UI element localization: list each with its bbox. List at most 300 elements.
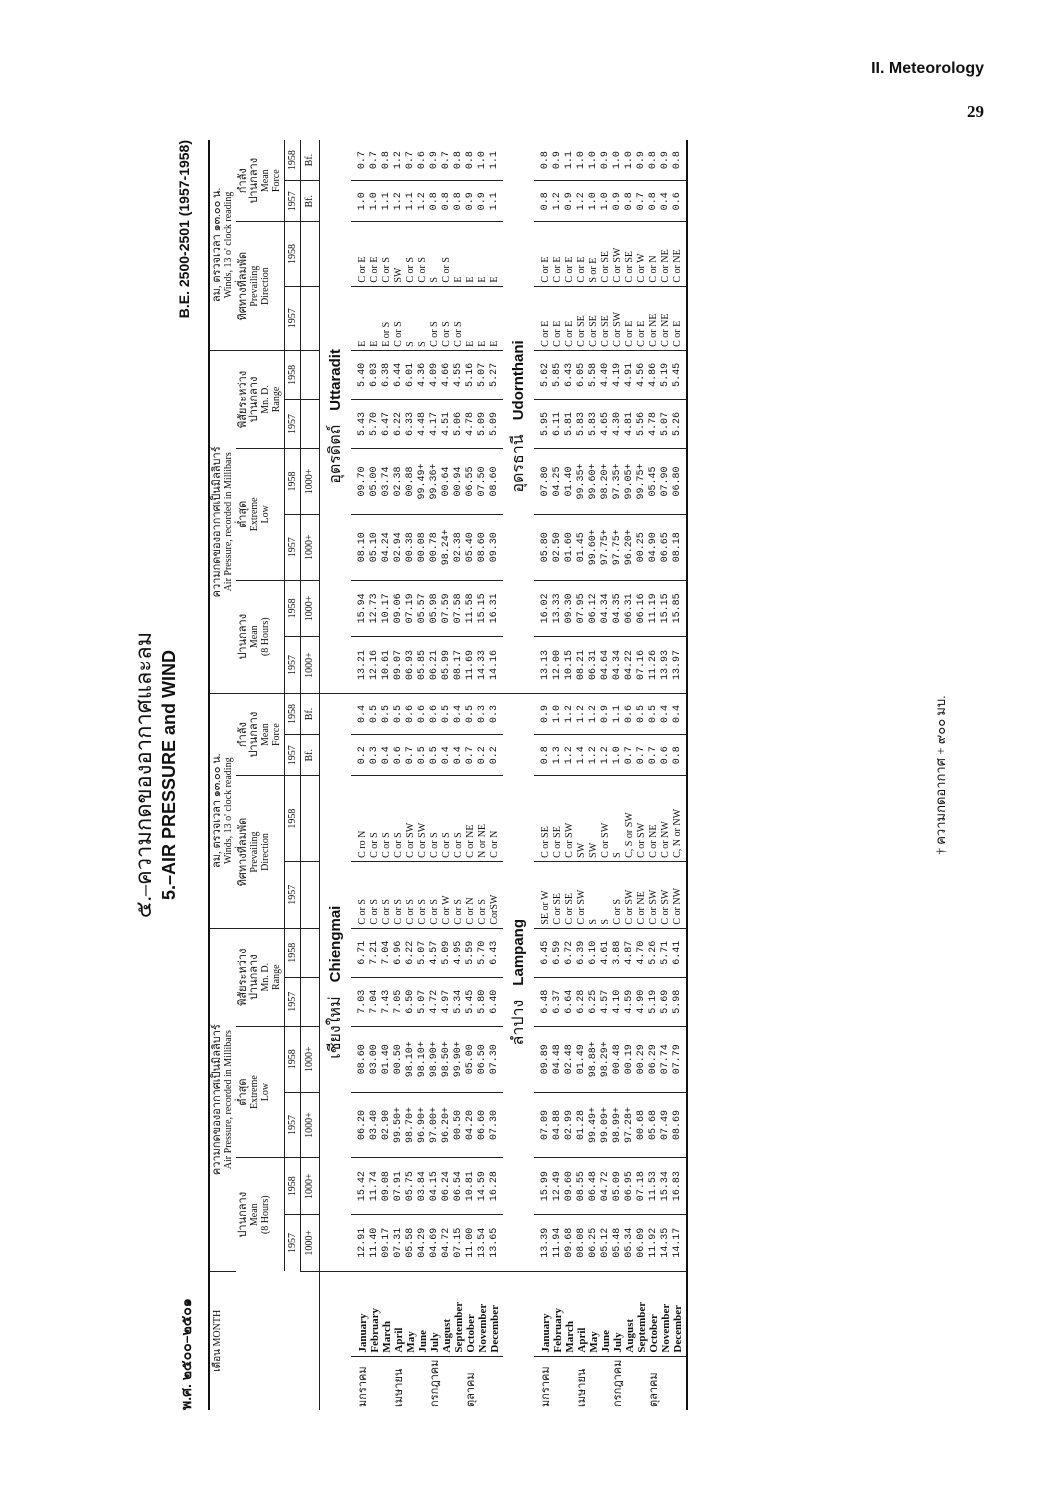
table-cell: C or E	[540, 320, 551, 347]
station-name-thai: ลำปาง	[510, 999, 527, 1046]
table-cell: 5.34	[453, 989, 464, 1014]
table-cell: C or S	[357, 899, 368, 925]
table-cell: 04.29	[417, 1227, 428, 1258]
column-low57	[534, 1092, 687, 1158]
table-cell: C or SE	[600, 315, 611, 347]
table-cell: 02.48	[564, 1044, 575, 1075]
table-cell: 0.4	[660, 192, 671, 211]
table-cell: 5.83	[576, 412, 587, 437]
table-cell: C or SE	[540, 826, 551, 858]
table-cell: 5.62	[540, 362, 551, 387]
table-cell: 16.28	[489, 1171, 500, 1202]
unit-bf: Bf.	[301, 140, 320, 181]
table-cell: 16.83	[672, 1171, 683, 1202]
table-cell: 0.8	[453, 192, 464, 211]
table-cell: E	[489, 276, 500, 283]
season-label	[405, 1360, 417, 1407]
table-cell: 02.50	[552, 532, 563, 563]
table-cell: 97.28+	[624, 1106, 635, 1143]
season-label	[417, 1360, 429, 1407]
title-english: 5.–AIR PRESSURE and WIND	[159, 649, 179, 901]
table-cell: 03.40	[369, 1109, 380, 1140]
table-cell: 6.50	[405, 989, 416, 1014]
table-cell: 4.61	[600, 940, 611, 965]
table-cell: C or NE	[465, 824, 476, 858]
table-cell: 04.90	[648, 532, 659, 563]
unit-blank	[301, 776, 320, 861]
table-cell: 5.09	[489, 412, 500, 437]
table-cell: 0.7	[636, 746, 647, 765]
table-cell: 99.60+	[588, 463, 599, 500]
table-cell: SW	[588, 842, 599, 858]
year-1957: 1957	[285, 286, 301, 350]
column-mean58	[534, 1158, 687, 1215]
table-cell: 00.68	[636, 1109, 647, 1140]
year-1957: 1957	[285, 514, 301, 580]
table-cell: 07.91	[393, 1171, 404, 1202]
table-cell: 11.26	[648, 650, 659, 681]
table-cell: 1.0	[369, 192, 380, 211]
table-cell: 13.93	[660, 650, 671, 681]
station-row-blank	[320, 1271, 352, 1410]
table-cell: 15.42	[357, 1171, 368, 1202]
table-cell: E	[477, 340, 488, 347]
month-label: December	[672, 1304, 684, 1353]
table-cell: 06.25	[588, 1227, 599, 1258]
table-cell: 05.99	[441, 650, 452, 681]
table-cell: C or E	[357, 256, 368, 283]
table-cell: 0.9	[600, 151, 611, 170]
table-cell: 0.5	[369, 704, 380, 723]
table-cell: 5.26	[648, 940, 659, 965]
table-cell: C or W	[636, 253, 647, 283]
table-cell: 0.9	[552, 151, 563, 170]
table-cell: 06.48	[588, 1171, 599, 1202]
column-dir57	[351, 286, 503, 350]
year-1957: 1957	[285, 1092, 301, 1158]
month-column	[351, 1271, 503, 1356]
table-cell: C or SE	[624, 250, 635, 283]
season-label	[453, 1360, 465, 1407]
table-cell: 05.09	[612, 1171, 623, 1202]
column-low57	[534, 514, 687, 580]
table-cell: C or NW	[672, 887, 683, 925]
table-cell: 10.81	[465, 1171, 476, 1202]
column-force58	[351, 140, 503, 181]
table-cell: 02.38	[393, 466, 404, 497]
season-label: มกราคม	[357, 1366, 369, 1407]
month-label: April	[393, 1327, 405, 1353]
table-cell: 7.21	[369, 940, 380, 965]
table-cell: 97.75+	[612, 529, 623, 566]
table-cell: 06.29	[648, 1044, 659, 1075]
column-range58	[351, 350, 503, 399]
table-cell: E	[453, 276, 464, 283]
table-cell: 04.22	[624, 650, 635, 681]
season-label: กรกฎาคม	[429, 1359, 441, 1407]
table-cell: 0.7	[405, 746, 416, 765]
table-cell: 1.2	[564, 704, 575, 723]
table-cell: 15.85	[672, 593, 683, 624]
table-cell: 96.20+	[441, 1106, 452, 1143]
table-cell: 98.10+	[417, 1041, 428, 1078]
table-cell: 4.19	[612, 362, 623, 387]
table-cell: S	[417, 341, 428, 347]
table-cell: C or SW	[405, 822, 416, 858]
table-cell: 07.90	[660, 466, 671, 497]
table-cell: SW	[576, 842, 587, 858]
table-cell: 13.97	[672, 650, 683, 681]
table-cell: 07.16	[636, 650, 647, 681]
table-cell: 5.07	[417, 989, 428, 1014]
table-cell: 6.59	[552, 940, 563, 965]
table-cell: 14.33	[477, 650, 488, 681]
table-cell: 05.34	[624, 1227, 635, 1258]
table-cell: 6.45	[540, 940, 551, 965]
table-cell: 98.90+	[429, 1041, 440, 1078]
table-cell: 00.19	[624, 1044, 635, 1075]
table-cell: 1.1	[564, 151, 575, 170]
station-row-blank	[503, 1271, 534, 1410]
month-header: เดือน MONTH	[212, 1309, 223, 1372]
season-label	[381, 1360, 393, 1407]
table-cell: 1.1	[612, 704, 623, 723]
month-label: January	[540, 1313, 552, 1353]
month-label: January	[357, 1313, 369, 1353]
table-cell: 00.88	[405, 466, 416, 497]
table-cell: 1.0	[624, 151, 635, 170]
column-dir58	[351, 222, 503, 286]
table-cell: 5.80	[477, 989, 488, 1014]
table-cell: 0.7	[441, 151, 452, 170]
table-cell: 5.40	[357, 362, 368, 387]
table-cell: 07.74	[660, 1044, 671, 1075]
table-cell: 4.95	[453, 940, 464, 965]
title-block	[130, 140, 208, 1410]
table-cell: 14.17	[672, 1227, 683, 1258]
table-cell: C or S	[381, 899, 392, 925]
year-1957: 1957	[285, 399, 301, 448]
table-cell: 0.9	[660, 151, 671, 170]
month-label: September	[636, 1301, 648, 1353]
low-header-2: ต่ำสุด Extreme Low	[236, 449, 285, 581]
unit-1000: 1000+	[301, 1214, 320, 1271]
table-cell: 5.95	[540, 412, 551, 437]
table-cell: 14.16	[489, 650, 500, 681]
table-cell: C or S	[477, 899, 488, 925]
table-cell: 5.69	[660, 989, 671, 1014]
table-cell: S	[600, 919, 611, 925]
table-cell: 00.78	[429, 532, 440, 563]
table-cell: 08.08	[576, 1227, 587, 1258]
season-label	[660, 1360, 672, 1407]
year-1957: 1957	[285, 637, 301, 694]
table-cell: C or E	[624, 320, 635, 347]
table-cell: 07.30	[489, 1109, 500, 1140]
column-mean58	[351, 1158, 503, 1215]
table-cell: 07.59	[441, 593, 452, 624]
table-cell: 07.50	[477, 466, 488, 497]
table-cell: C or S	[417, 899, 428, 925]
low-header-1: ต่ำสุด Extreme Low	[236, 1026, 285, 1158]
table-cell: 6.96	[393, 940, 404, 965]
table-cell: SW	[393, 267, 404, 283]
table-cell: 7.43	[381, 989, 392, 1014]
table-cell: 0.8	[672, 746, 683, 765]
table-cell: 06.31	[624, 593, 635, 624]
table-cell: 0.6	[624, 704, 635, 723]
station-data-row	[351, 140, 503, 1410]
table-cell: C or S	[441, 257, 452, 283]
column-force57	[534, 735, 687, 776]
table-cell: 0.4	[441, 746, 452, 765]
table-cell: 07.15	[453, 1227, 464, 1258]
table-cell: 05.40	[465, 532, 476, 563]
year-1958: 1958	[285, 140, 301, 181]
table-cell: 06.09	[636, 1227, 647, 1258]
table-cell: C or S	[429, 899, 440, 925]
station-name-row	[320, 140, 352, 1410]
table-cell: 5.07	[660, 412, 671, 437]
table-cell: C or E	[369, 256, 380, 283]
table-cell: 1.2	[588, 704, 599, 723]
table-cell: 1.4	[576, 746, 587, 765]
month-label: May	[588, 1331, 600, 1353]
table-cell: S	[612, 852, 623, 858]
column-mean57	[534, 637, 687, 694]
table-cell: 99.90+	[453, 1041, 464, 1078]
table-cell: 06.20	[357, 1109, 368, 1140]
table-cell: 06.93	[405, 650, 416, 681]
column-mean57	[351, 637, 503, 694]
table-cell: 0.9	[600, 704, 611, 723]
table-cell: 6.44	[393, 362, 404, 387]
table-cell: 3.88	[612, 940, 623, 965]
table-cell: 06.60	[477, 1109, 488, 1140]
page-number: 29	[967, 102, 984, 121]
month-label: June	[600, 1329, 612, 1353]
table-cell: 04.20	[465, 1109, 476, 1140]
table-cell: S	[588, 919, 599, 925]
table-cell: 0.6	[393, 746, 404, 765]
direction-header-2: ทิศทางที่ลมพัด Prevailing Direction	[236, 222, 285, 350]
table-cell: 5.45	[465, 989, 476, 1014]
table-cell: E or S	[381, 321, 392, 347]
column-low58	[351, 449, 503, 515]
table-cell: 0.3	[489, 704, 500, 723]
table-cell: 1.0	[357, 192, 368, 211]
table-cell: 0.8	[540, 151, 551, 170]
column-range57	[351, 399, 503, 448]
table-cell: 08.55	[576, 1171, 587, 1202]
table-cell: 08.60	[477, 532, 488, 563]
table-cell: 09.07	[393, 650, 404, 681]
table-cell: C or E	[564, 256, 575, 283]
table-cell: 06.55	[465, 466, 476, 497]
table-cell: 0.3	[369, 746, 380, 765]
column-range57	[351, 977, 503, 1026]
table-cell: 4.87	[624, 940, 635, 965]
table-cell: C or S	[381, 832, 392, 858]
table-cell: 06.54	[453, 1171, 464, 1202]
table-cell: 04.72	[441, 1227, 452, 1258]
month-label: December	[489, 1304, 501, 1353]
table-cell: C or S	[612, 899, 623, 925]
table-cell: 6.41	[672, 940, 683, 965]
station-name-english: Lampang	[510, 919, 527, 986]
month-label: October	[465, 1314, 477, 1353]
table-cell: SE or W	[540, 890, 551, 925]
season-column	[351, 1356, 503, 1410]
table-cell: 4.70	[636, 940, 647, 965]
direction-header-1: ทิศทางที่ลมพัด Prevailing Direction	[236, 776, 285, 928]
table-cell: 07.80	[540, 466, 551, 497]
station-data-row	[534, 140, 687, 1410]
table-cell: 0.5	[648, 704, 659, 723]
table-cell: 02.94	[393, 532, 404, 563]
table-cell: 0.9	[564, 192, 575, 211]
table-cell: C or SW	[612, 311, 623, 347]
table-cell: C or E	[564, 320, 575, 347]
table-cell: 1.2	[576, 192, 587, 211]
table-cell: 0.8	[648, 151, 659, 170]
table-cell: 05.10	[369, 532, 380, 563]
be-year-english: B.E. 2500-2501 (1957-1958)	[176, 140, 192, 319]
table-cell: 04.34	[600, 593, 611, 624]
table-cell: 5.27	[489, 362, 500, 387]
table-cell: 02.90	[381, 1109, 392, 1140]
table-cell: 07.09	[540, 1109, 551, 1140]
station-name-row	[503, 140, 534, 1410]
table-cell: 09.60	[564, 1171, 575, 1202]
month-column	[534, 1271, 687, 1356]
column-force57	[351, 181, 503, 222]
table-cell: 06.24	[441, 1171, 452, 1202]
unit-bf: Bf.	[301, 693, 320, 734]
table-cell: 0.6	[417, 151, 428, 170]
table-cell: 09.06	[393, 593, 404, 624]
table-cell: C or SE	[600, 250, 611, 283]
table-cell: 1.1	[405, 192, 416, 211]
table-cell: 99.09+	[600, 1106, 611, 1143]
mean-header-1: ปานกลาง Mean (8 Hours)	[237, 1191, 271, 1238]
year-1958: 1958	[285, 776, 301, 861]
table-cell: 98.50+	[441, 1041, 452, 1078]
pressure-group-header-1: ความกดของอากาศเป็นมิลลิบาร์ Air Pressure, recorded in Millibars	[209, 928, 236, 1271]
column-low58	[534, 449, 687, 515]
table-cell: 5.83	[588, 412, 599, 437]
year-1957: 1957	[285, 861, 301, 928]
month-label: February	[369, 1307, 381, 1353]
footnote: † ความกดอากาศ + ๙๐๐ มบ.	[933, 695, 948, 855]
table-cell: 0.7	[465, 746, 476, 765]
table-cell: 12.00	[552, 650, 563, 681]
year-1957: 1957	[285, 1214, 301, 1271]
table-cell: 09.70	[357, 466, 368, 497]
table-cell: C or S	[429, 832, 440, 858]
table-cell: 05.00	[465, 1044, 476, 1075]
season-label: ตุลาคม	[648, 1372, 660, 1407]
table-cell: 06.95	[624, 1171, 635, 1202]
table-cell: 99.05+	[624, 463, 635, 500]
table-cell: 0.2	[489, 746, 500, 765]
column-dir57	[534, 286, 687, 350]
table-cell: 16.02	[540, 593, 551, 624]
column-range58	[351, 928, 503, 977]
table-cell: 5.07	[477, 362, 488, 387]
column-low57	[351, 1092, 503, 1158]
table-cell: C or SW	[624, 889, 635, 925]
season-label: กรกฎาคม	[612, 1359, 624, 1407]
table-cell: 11.00	[465, 1227, 476, 1258]
table-cell: 08.17	[453, 650, 464, 681]
table-cell: 14.59	[477, 1171, 488, 1202]
table-cell: 0.7	[357, 151, 368, 170]
table-cell: C or E	[672, 320, 683, 347]
unit-1000: 1000+	[301, 1092, 320, 1158]
table-cell: 09.68	[564, 1227, 575, 1258]
table-cell: 98.70+	[405, 1106, 416, 1143]
table-cell: 97.75+	[600, 529, 611, 566]
table-cell: 1.0	[552, 704, 563, 723]
table-cell: 09.17	[381, 1227, 392, 1258]
pressure-group-header-2: ความกดของอากาศเป็นมิลลิบาร์ Air Pressure, recorded in Millibars	[209, 350, 236, 693]
table-cell: 1.0	[588, 151, 599, 170]
table-cell: 0.5	[636, 704, 647, 723]
table-cell: E	[369, 340, 380, 347]
table-cell: C or N	[465, 897, 476, 925]
table-cell: S	[429, 277, 440, 283]
table-cell: 98.88+	[588, 1041, 599, 1078]
station-name-thai: อุดรธานี	[510, 434, 527, 493]
table-cell: 09.08	[381, 1171, 392, 1202]
table-cell: 1.0	[588, 192, 599, 211]
table-cell: 01.28	[576, 1109, 587, 1140]
table-cell: 0.8	[540, 746, 551, 765]
table-cell: 99.49+	[588, 1106, 599, 1143]
table-cell: C or S	[381, 257, 392, 283]
table-cell: C or SW	[417, 822, 428, 858]
table-cell: C or N	[648, 255, 659, 283]
column-low58	[534, 1026, 687, 1092]
table-cell: 5.45	[672, 362, 683, 387]
table-cell: C, S or SW	[624, 812, 635, 858]
year-1958: 1958	[285, 580, 301, 637]
table-cell: 1.2	[564, 746, 575, 765]
table-cell: 4.66	[441, 362, 452, 387]
table-cell: C or S	[369, 899, 380, 925]
table-cell: 7.05	[393, 989, 404, 1014]
table-cell: 97.35+	[612, 463, 623, 500]
table-cell: C or SE	[552, 826, 563, 858]
unit-blank	[301, 286, 320, 350]
table-cell: C or S	[441, 832, 452, 858]
table-cell: 1.0	[576, 151, 587, 170]
table-cell: 0.7	[405, 151, 416, 170]
table-cell: 4.81	[624, 412, 635, 437]
table-cell: C or NE	[672, 249, 683, 283]
table-cell: 06.31	[588, 650, 599, 681]
table-cell: 11.58	[465, 593, 476, 624]
station-name	[320, 693, 352, 1271]
table-cell: 0.9	[540, 704, 551, 723]
table-cell: 05.00	[369, 466, 380, 497]
column-range57	[534, 399, 687, 448]
unit-1000: 1000+	[301, 449, 320, 515]
table-cell: 0.4	[453, 746, 464, 765]
year-1958: 1958	[285, 222, 301, 286]
table-cell: 0.9	[465, 192, 476, 211]
